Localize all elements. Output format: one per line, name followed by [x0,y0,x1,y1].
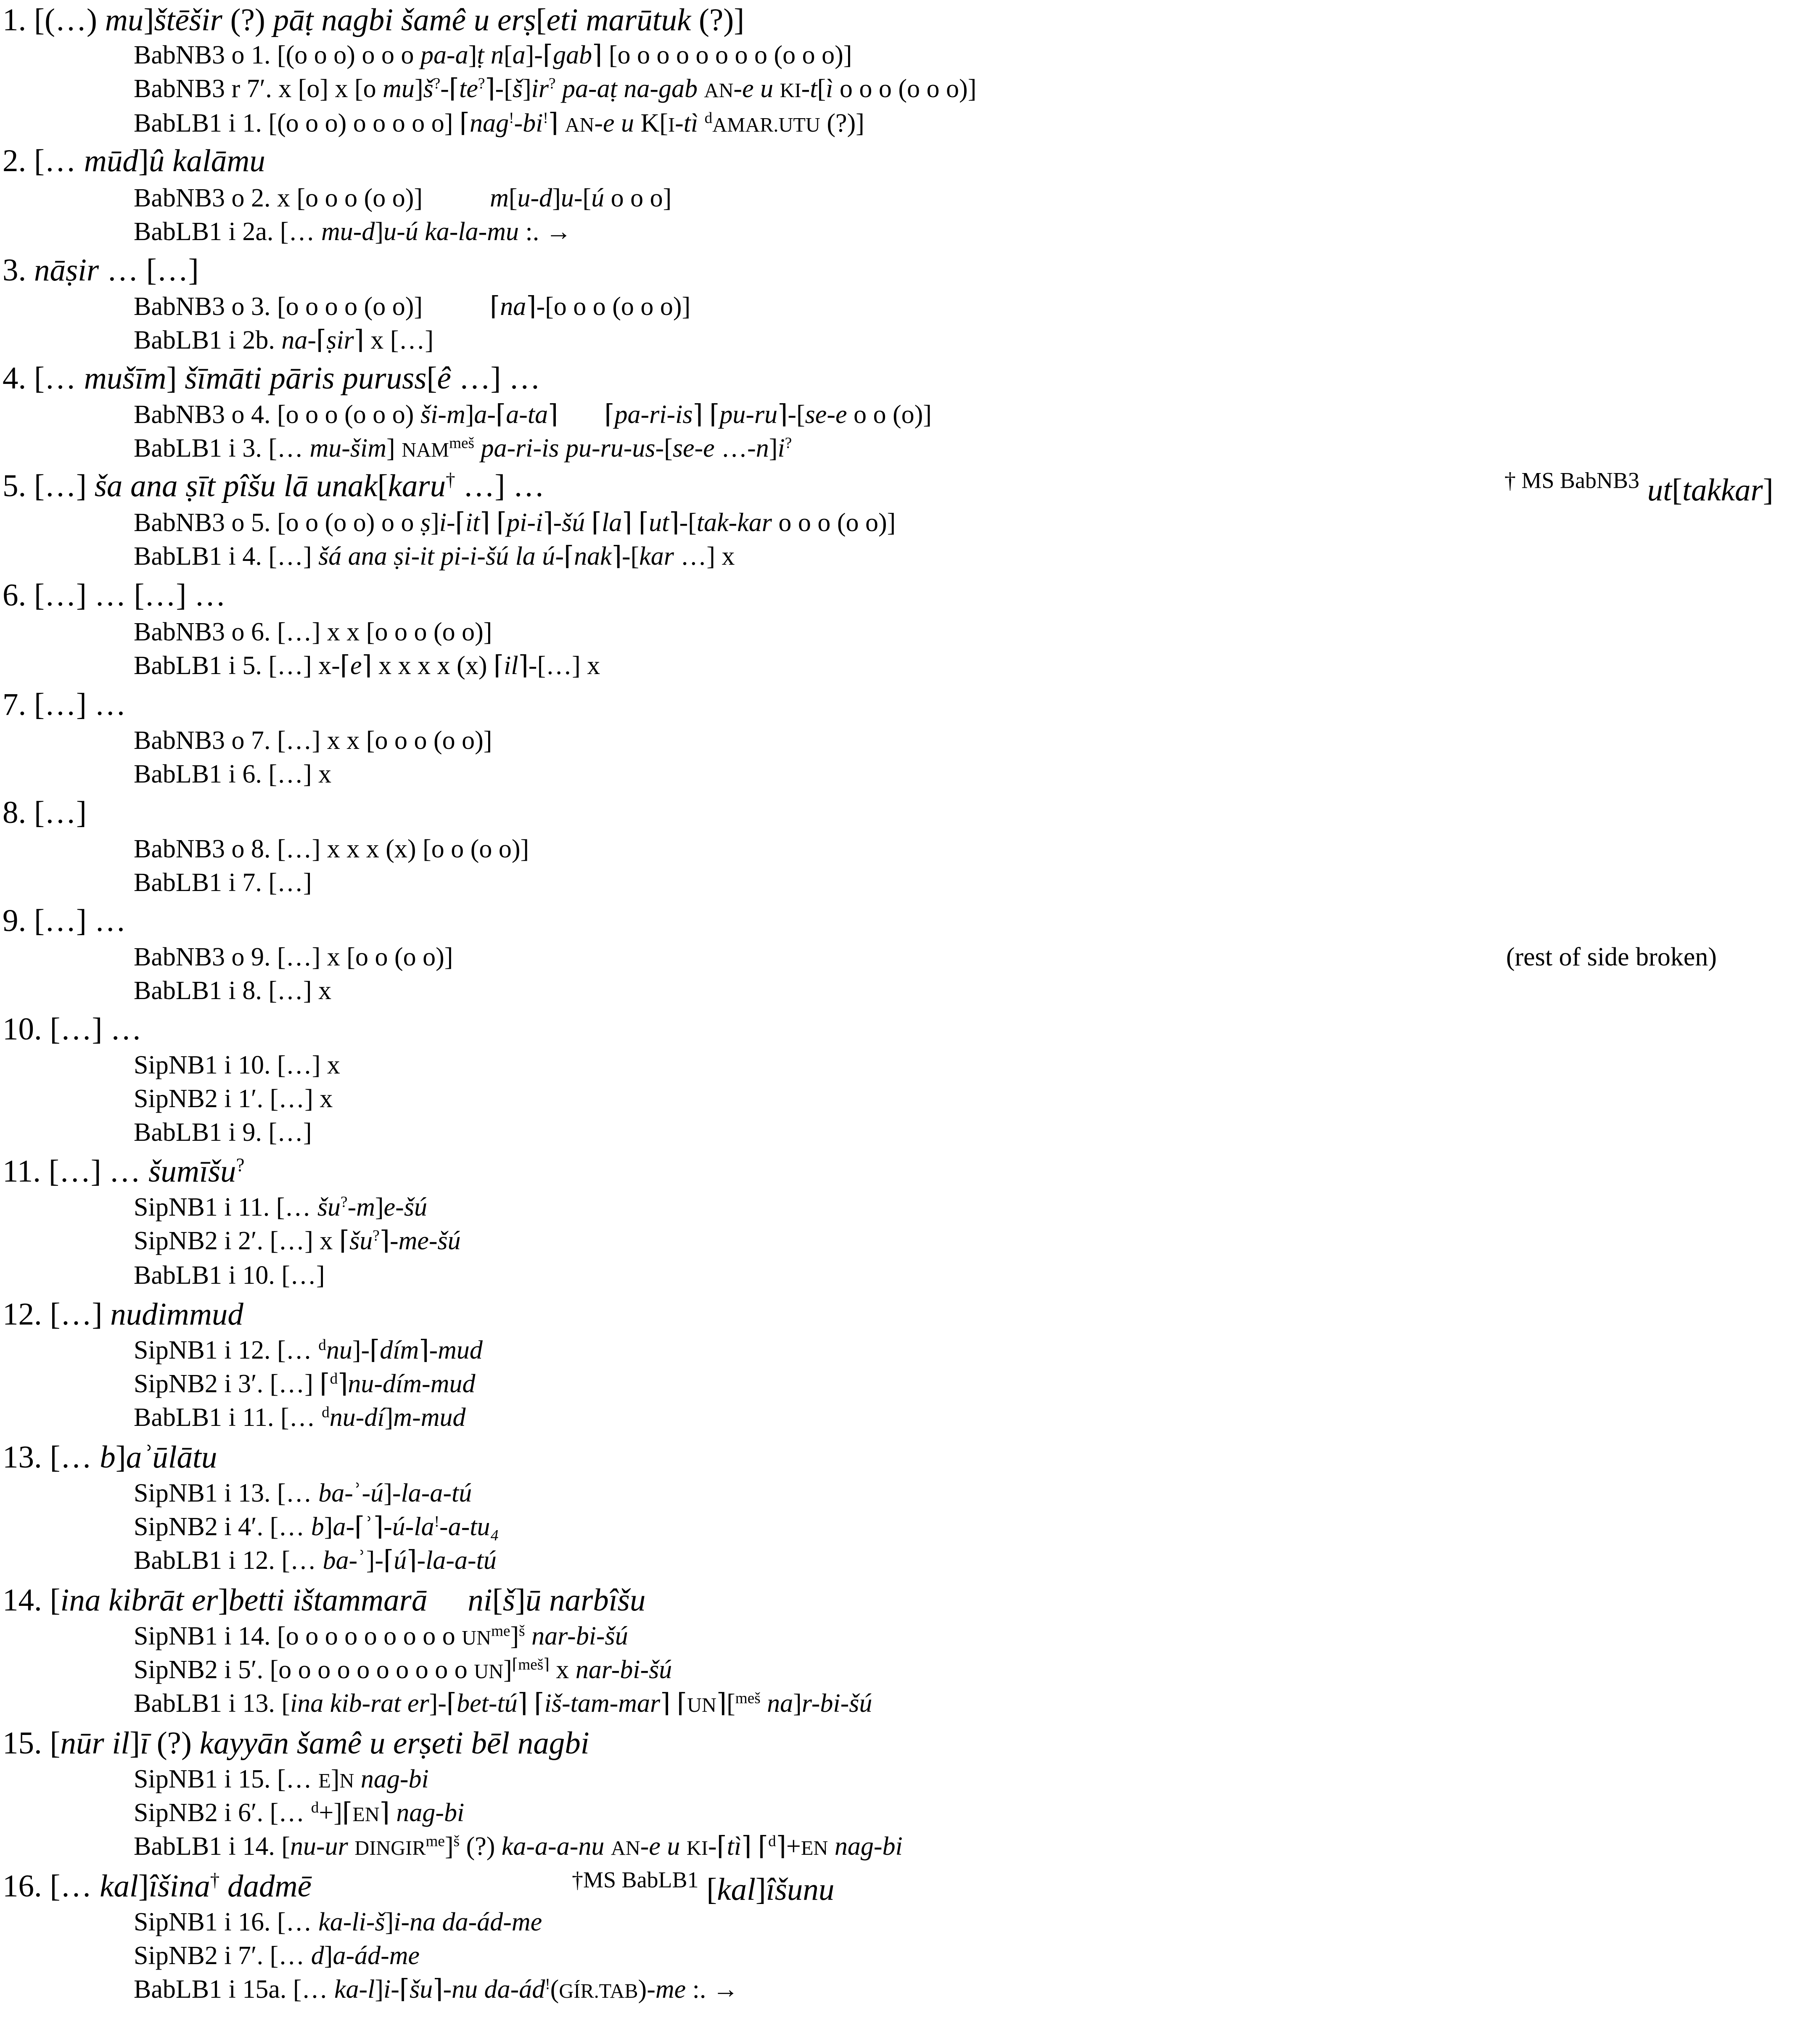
witness-line: BabNB3 o 9. […] x [o o (o o)] [134,943,453,971]
witness-line: BabLB1 i 12. [… ba-ʾ]-⌈ú⌉-la-a-tú [134,1546,497,1575]
witness-line: BabLB1 i 13. [ina kib-rat er]-⌈bet-tú⌉ ⌈iš-tam-mar⌉ ⌈UN⌉[$^{meš}$ na]r-bi-šú [134,1689,872,1718]
witness-line: BabLB1 i 6. […] x [134,760,332,788]
witness-line: BabLB1 i 5. […] x-⌈e⌉ x x x x (x) ⌈il⌉-[…] x [134,651,600,680]
line-6-normalized: 6. […] … […] … [3,578,226,613]
witness-line: BabLB1 i 9. […] [134,1118,312,1147]
witness-line: BabNB3 o 7. […] x x [o o o (o o)] [134,726,492,755]
witness-line: SipNB1 i 10. […] x [134,1051,340,1079]
line-5-normalized: 5. […] ša ana ṣīt pîšu lā unak[karu† …] … [3,468,545,503]
witness-line: BabLB1 i 7. […] [134,868,312,897]
witness-line: BabLB1 i 11. [… $^d$nu-dí]m-mud [134,1403,466,1432]
line-14-normalized: 14. [ina kibrāt er]betti ištammarā ni[š]ū narbîšu [3,1583,646,1618]
witness-line: SipNB2 i 7′. [… d]a-ád-me [134,1941,420,1970]
witness-line: BabLB1 i 3. [… mu-šim] $NAM^{meš}$ pa-ri-is pu-ru-us-[se-e …-n]i? [134,434,792,463]
witness-line: BabLB1 i 8. […] x [134,976,332,1005]
witness-line: BabLB1 i 1. [(o o o) o o o o o] ⌈nag!-bi!⌉ AN-e u K[I-tì $^d$AMAR.UTU (?)] [134,109,864,138]
witness-line: SipNB2 i 3′. […] ⌈$^d$⌉nu-dím-mud [134,1370,476,1398]
witness-line: SipNB1 i 14. [o o o o o o o o o $UN^{me}]^š$ nar-bi-šú [134,1622,628,1650]
line-3-normalized: 3. nāṣir … […] [3,253,199,288]
witness-line: SipNB2 i 5′. [o o o o o o o o o o UN]$^{⌈meš⌉}$ x nar-bi-šú [134,1655,672,1684]
line-8-normalized: 8. […] [3,795,87,830]
witness-line: BabNB3 o 2. x [o o o (o o)] m[u-d]u-[ú o o o] [134,184,672,212]
witness-line: BabLB1 i 15a. [… ka-l]i-⌈šu⌉-nu da-ád!(GÍR.TAB)-me :. → [134,1975,739,2004]
witness-line: BabNB3 o 1. [(o o o) o o o pa-a]ṭ n[a]-⌈gab⌉ [o o o o o o o o (o o o)] [134,41,852,69]
witness-line: BabNB3 o 8. […] x x x (x) [o o (o o)] [134,835,529,863]
witness-line: SipNB1 i 15. [… E]N nag-bi [134,1765,429,1793]
witness-line: SipNB1 i 11. [… šu?-m]e-šú [134,1193,427,1222]
witness-line: SipNB2 i 2′. […] x ⌈šu?⌉-me-šú [134,1227,461,1255]
line-10-normalized: 10. […] … [3,1012,142,1047]
witness-line: BabLB1 i 2a. [… mu-d]u-ú ka-la-mu :. → [134,217,572,246]
witness-line: BabLB1 i 2b. na-⌈ṣir⌉ x […] [134,326,434,354]
line-15-normalized: 15. [nūr il]ī (?) kayyān šamê u erṣeti bēl nagbi [3,1726,589,1761]
witness-line: SipNB1 i 16. [… ka-li-š]i-na da-ád-me [134,1908,542,1936]
witness-line: SipNB1 i 13. [… ba-ʾ-ú]-la-a-tú [134,1479,472,1507]
witness-line: BabLB1 i 4. […] šá ana ṣi-it pi-i-šú la ú-⌈nak⌉-[kar …] x [134,542,735,571]
line-7-normalized: 7. […] … [3,687,126,722]
witness-line: BabNB3 o 5. [o o (o o) o o ṣ]i-⌈it⌉ ⌈pi-i⌉-šú ⌈la⌉ ⌈ut⌉-[tak-kar o o o (o o)] [134,508,896,537]
side-note: (rest of side broken) [1506,943,1717,971]
line-1-normalized: 1. [(…) mu]štēšir (?) pāṭ nagbi šamê u erṣ[eti marūtuk (?)] [3,3,745,37]
witness-line: BabNB3 o 3. [o o o o (o o)] ⌈na⌉-[o o o (o o o)] [134,292,691,321]
footnote-variant: $^{\dagger MS BabLB1}$ [kal]îšunu [572,1867,835,1907]
witness-line: SipNB2 i 1′. […] x [134,1084,333,1113]
line-13-normalized: 13. [… b]aʾūlātu [3,1440,217,1475]
footnote-variant: $^{\dagger MS BabNB3}$ ut[takkar] [1504,468,1774,508]
line-16-normalized: 16. [… kal]îšina† dadmē [3,1869,312,1904]
line-12-normalized: 12. […] nudimmud [3,1297,243,1332]
witness-line: SipNB1 i 12. [… $^d$nu]-⌈dím⌉-mud [134,1336,483,1364]
witness-line: BabNB3 o 4. [o o o (o o o) ši-m]a-⌈a-ta⌉ ⌈pa-ri-is⌉ ⌈pu-ru⌉-[se-e o o (o)] [134,400,932,429]
witness-line: SipNB2 i 4′. [… b]a-⌈ʾ⌉-ú-la!-a-tu₄ [134,1513,500,1541]
witness-line: BabNB3 r 7′. x [o] x [o mu]š?-⌈te?⌉-[š]ir? pa-aṭ na-gab AN-e u KI-t[ì o o o (o o o)] [134,74,977,103]
witness-line: SipNB2 i 6′. [… $^d$+]⌈EN⌉ nag-bi [134,1798,465,1827]
line-4-normalized: 4. [… mušīm] šīmāti pāris puruss[ê …] … [3,361,541,396]
line-2-normalized: 2. [… mūd]û kalāmu [3,143,265,178]
witness-line: BabNB3 o 6. […] x x [o o o (o o)] [134,618,492,646]
line-11-normalized: 11. […] … šumīšu? [3,1154,245,1189]
witness-line: BabLB1 i 14. [nu-ur $DINGIR^{me}]^š$ (?) ka-a-a-nu AN-e u KI-⌈tì⌉ ⌈$^d$⌉+EN nag-bi [134,1832,903,1861]
witness-line: BabLB1 i 10. […] [134,1261,325,1290]
line-9-normalized: 9. […] … [3,903,126,938]
